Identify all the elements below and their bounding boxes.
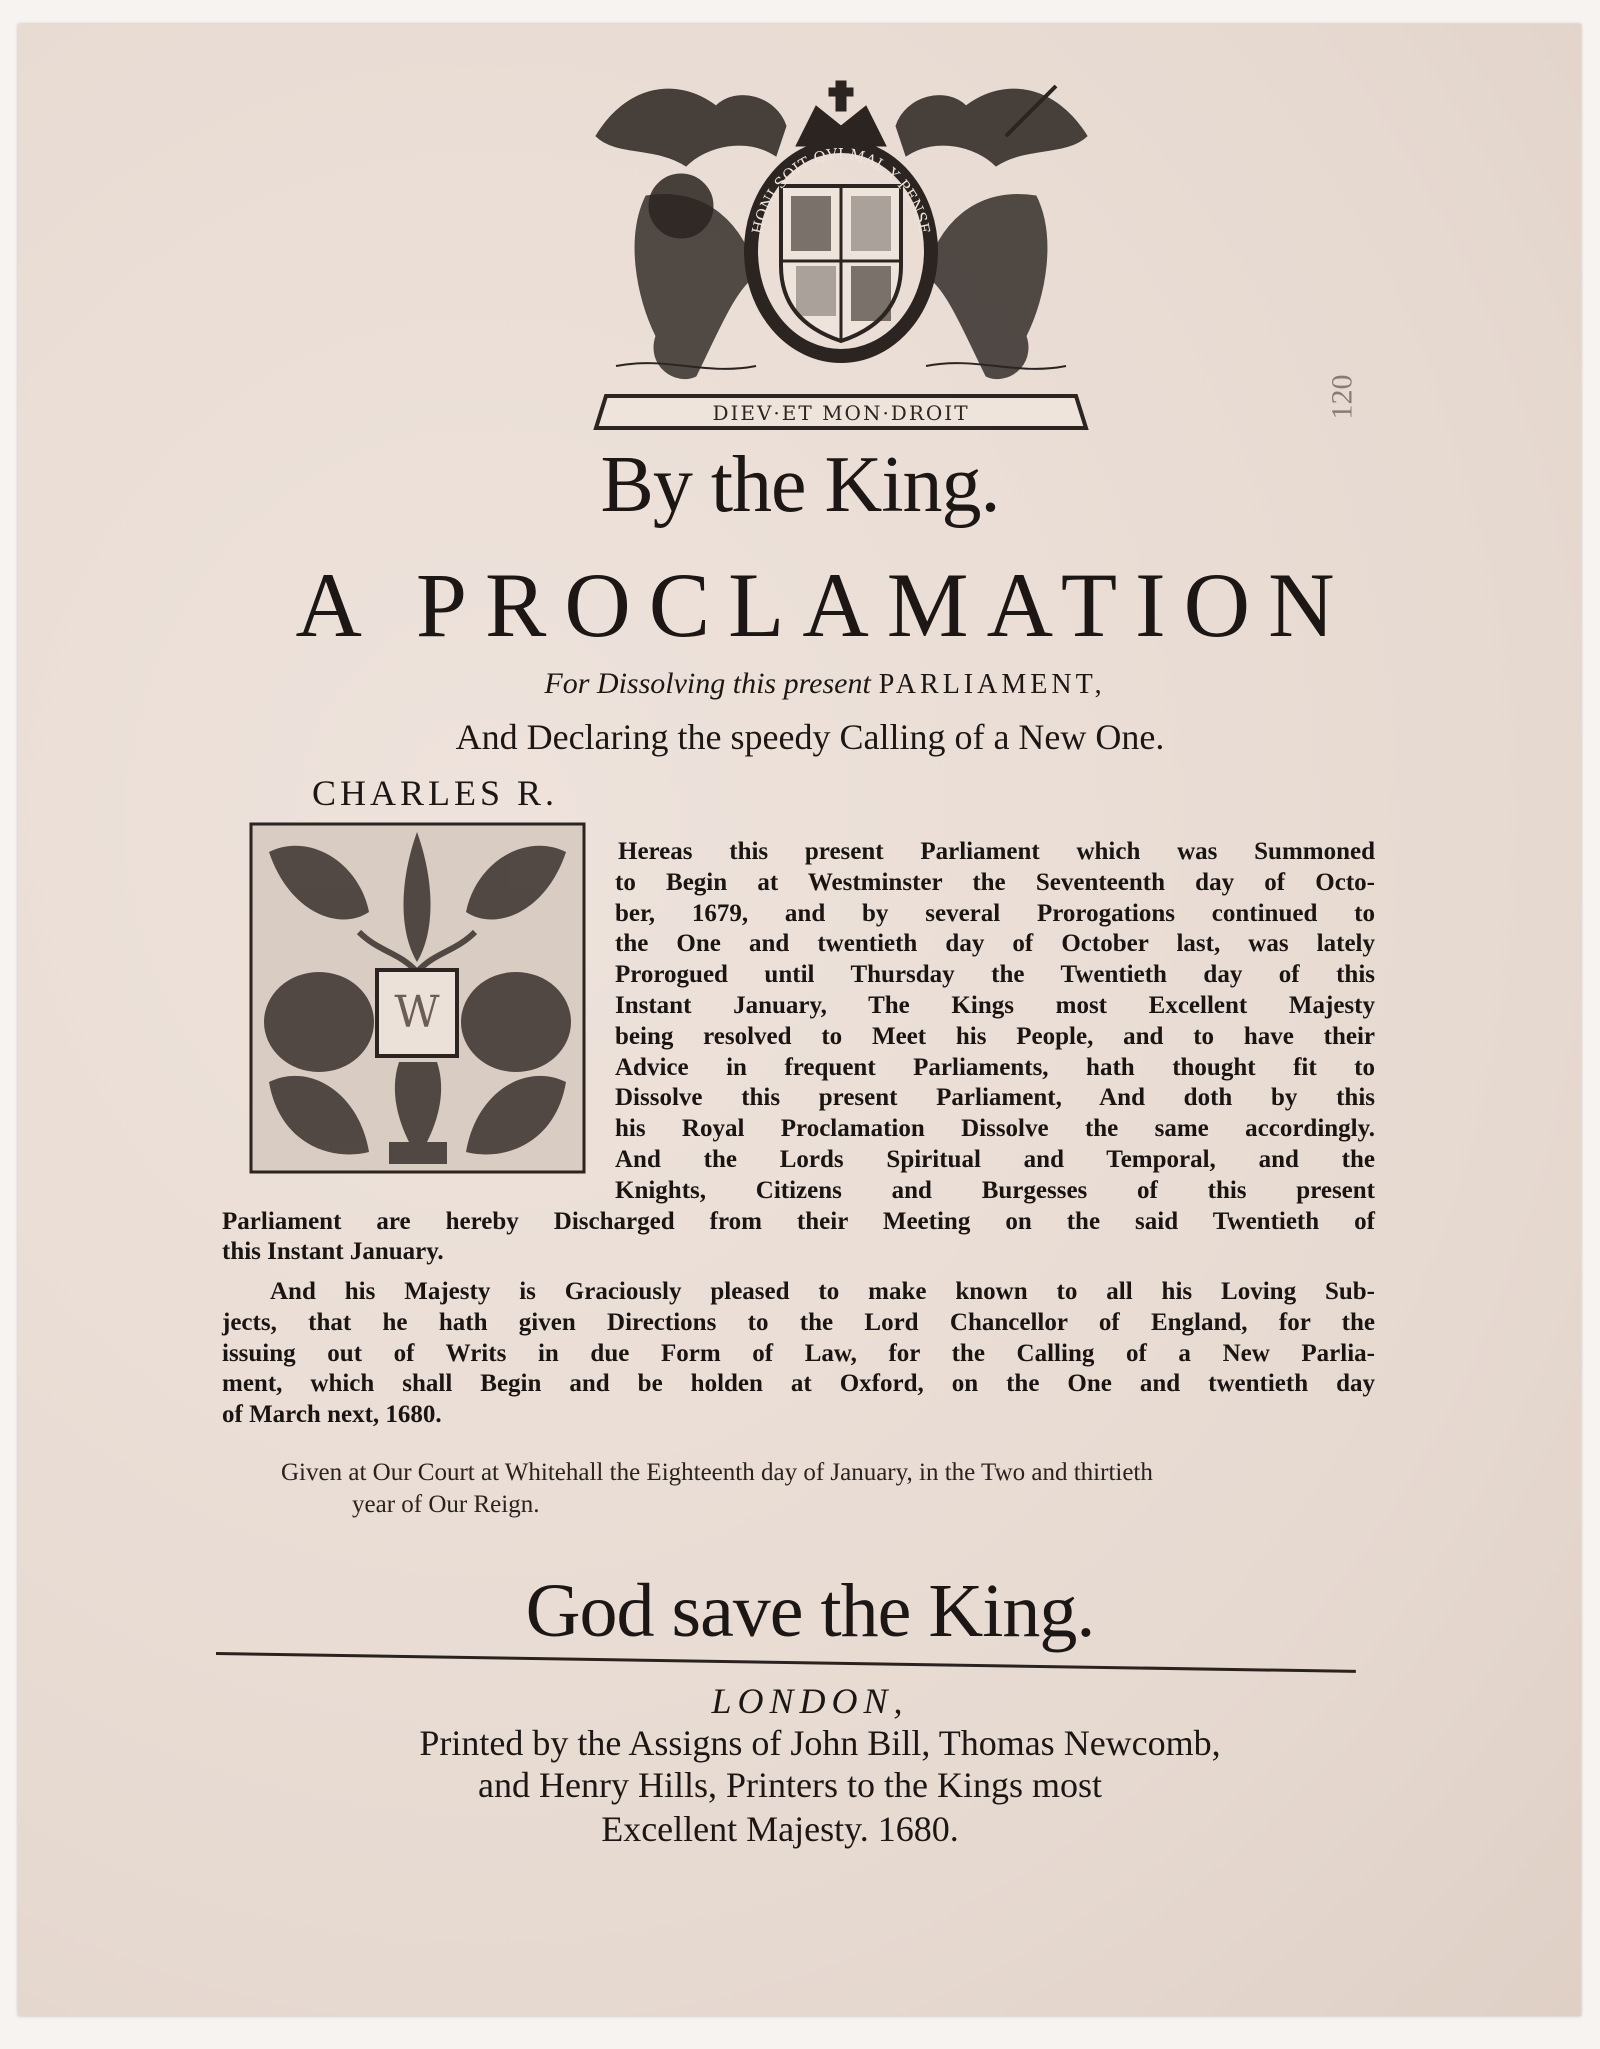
ribbon-motto: DIEV·ET MON·DROIT [712, 401, 970, 425]
body-line: issuing out of Writs in due Form of Law, for the Calling of a New Parlia- [222, 1339, 1375, 1367]
subtitle-declaring: And Declaring the speedy Calling of a New One. [455, 717, 1165, 757]
margin-annotation: 120 [1325, 374, 1359, 420]
body-line: Dissolve this present Parliament, And doth by this [615, 1084, 1375, 1112]
royal-coat-of-arms [586, 76, 1097, 436]
body-line: And the Lords Spiritual and Temporal, and the [615, 1146, 1375, 1173]
imprint-line-2: and Henry Hills, Printers to the Kings most [478, 1765, 1102, 1805]
imprint-line-1: Printed by the Assigns of John Bill, Thomas Newcomb, [419, 1723, 1221, 1763]
garter-motto: HONI SOIT QVI MAL Y PENSE [748, 144, 934, 236]
body-line: Advice in frequent Parliaments, hath thought fit to [615, 1053, 1375, 1081]
given-at-line: Given at Our Court at Whitehall the Eighteenth day of January, in the Two and thirtieth [281, 1459, 1153, 1486]
body-line: the One and twentieth day of October last, was lately [615, 930, 1375, 958]
body-line: to Begin at Westminster the Seventeenth day of Octo- [615, 868, 1375, 896]
body-line: Hereas this present Parliament which was Summoned [618, 838, 1375, 865]
subtitle-italic: For Dissolving this present [544, 667, 871, 700]
royal-signature: CHARLES R. [312, 773, 559, 813]
body-line: And his Majesty is Graciously pleased to make known to all his Loving Sub- [270, 1278, 1375, 1305]
body-line: of March next, 1680. [222, 1401, 442, 1429]
body-line: his Royal Proclamation Dissolve the same accordingly. [615, 1115, 1375, 1143]
drop-cap-letter: W [394, 987, 440, 1038]
subtitle-dissolving [0, 664, 1600, 701]
body-line: Knights, Citizens and Burgesses of this present [615, 1176, 1375, 1204]
body-line: Prorogued until Thursday the Twentieth day of this [615, 961, 1375, 989]
body-line: ment, which shall Begin and be holden at Oxford, on the One and twentieth day [222, 1370, 1375, 1398]
body-line: ber, 1679, and by several Prorogations continued to [615, 899, 1375, 927]
heading-by-the-king: By the King. [600, 441, 1000, 529]
body-line: being resolved to Meet his People, and to have their [615, 1022, 1375, 1050]
imprint-city: LONDON, [711, 1681, 909, 1721]
body-line: Parliament are hereby Discharged from their Meeting on the said Twentieth of [222, 1207, 1375, 1235]
body-line: this Instant January. [222, 1238, 444, 1266]
body-line: Instant January, The Kings most Excellent Majesty [615, 992, 1375, 1019]
subtitle-parliament: PARLIAMENT, [878, 669, 1106, 700]
god-save-the-king: God save the King. [525, 1569, 1095, 1653]
body-line: jects, that he hath given Directions to the Lord Chancellor of England, for the [222, 1308, 1375, 1336]
imprint-line-3: Excellent Majesty. 1680. [601, 1809, 959, 1849]
heading-proclamation: A PROCLAMATION [295, 554, 1353, 656]
woodcut-initial-w [249, 822, 586, 1174]
given-at-line-2: year of Our Reign. [352, 1491, 540, 1518]
